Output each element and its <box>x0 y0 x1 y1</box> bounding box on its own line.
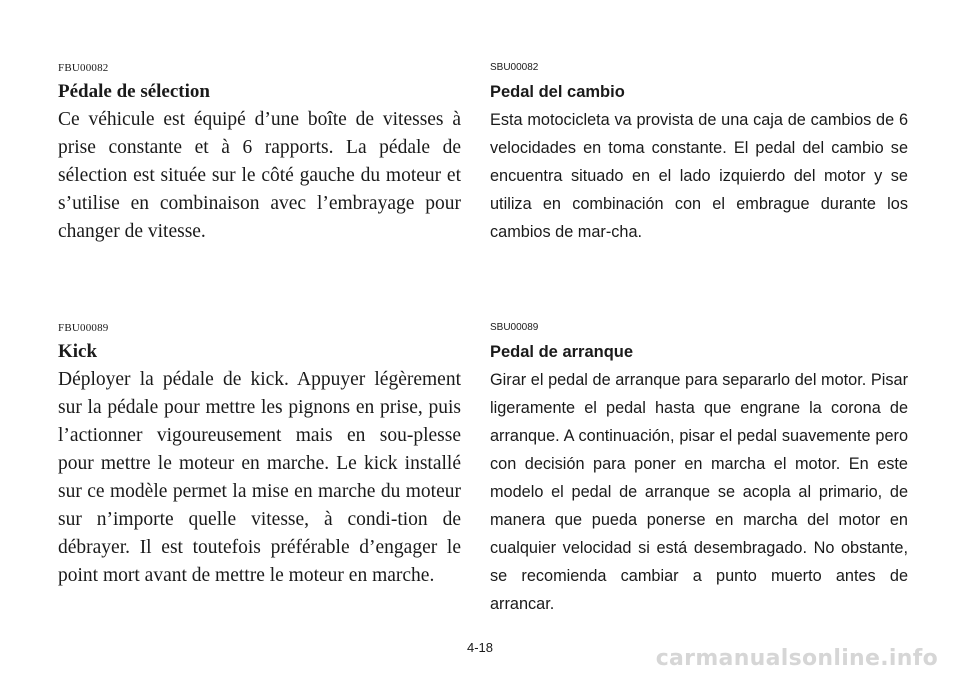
section-title: Pedal del cambio <box>490 83 625 101</box>
french-section-gear-pedal <box>58 61 461 246</box>
section-body: Esta motocicleta va provista de una caja de cambios de 6 velocidades en toma constante. El pedal del cambio se encuentra situado en el lado izquierdo del motor y se utiliza en combinación con el embrague durante los cambios de mar-cha. <box>490 111 908 241</box>
section-body: Girar el pedal de arranque para separarlo del motor. Pisar ligeramente el pedal hasta que engrane la corona de arranque. A continuación, pisar el pedal suavemente pero con decisión para poner en marcha el motor. En este modelo el pedal de arranque se acopla al primario, de manera que pueda ponerse en marcha del motor en cualquier velocidad si está desembragado. No obstante, se recomienda cambiar a punto muerto antes de arrancar. <box>490 371 908 613</box>
page-number: 4-18 <box>466 640 494 655</box>
spanish-section-kick-starter <box>490 321 908 618</box>
french-section-kick <box>58 321 461 590</box>
spanish-section-gear-pedal <box>490 61 908 246</box>
section-body: Déployer la pédale de kick. Appuyer légèrement sur la pédale pour mettre les pignons en prise, puis l’actionner vigoureusement mais en sou-plesse pour mettre le moteur en marche. Le kick installé sur ce modèle permet la mise en marche du moteur sur n’importe quelle vitesse, à condi-tion de débrayer. Il est toutefois préférable d’engager le point mort avant de mettre le moteur en marche. <box>58 369 461 586</box>
section-code: FBU00082 <box>58 62 109 74</box>
section-title: Pedal de arranque <box>490 343 634 361</box>
section-title: Kick <box>58 341 98 362</box>
section-body: Ce véhicule est équipé d’une boîte de vitesses à prise constante et à 6 rapports. La pédale de sélection est située sur le côté gauche du moteur et s’utilise en combinaison avec l’embrayage pour changer de vitesse. <box>58 109 461 242</box>
section-code: SBU00082 <box>490 62 539 73</box>
section-code: FBU00089 <box>58 322 109 334</box>
section-code: SBU00089 <box>490 322 539 333</box>
watermark: carmanualsonline.info <box>655 646 938 671</box>
section-title: Pédale de sélection <box>58 81 210 102</box>
